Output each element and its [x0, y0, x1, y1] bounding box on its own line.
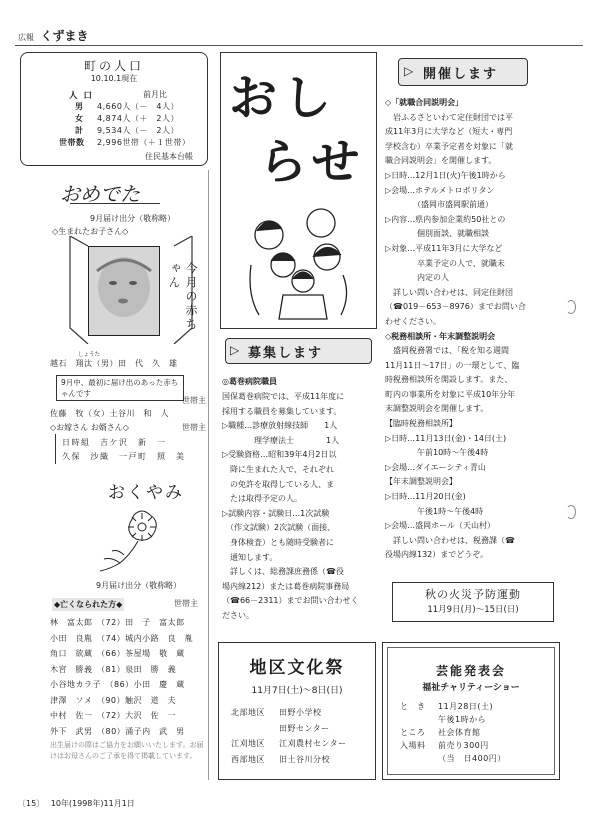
births-note: ◇生まれたお子さん◇	[52, 227, 129, 236]
death-row: 角口 欲蔵 （66）茶屋場 敬 蔵	[50, 649, 185, 658]
population-row: 計 9,534人（－ 2人）	[75, 126, 179, 135]
marriage-bracket	[55, 434, 59, 464]
population-row: 世帯数 2,996世帯（＋１世帯）	[59, 138, 191, 147]
left-divider	[208, 170, 209, 780]
events-line: ▷対象…平成11年3月に大学など	[385, 243, 503, 253]
population-row: 女 4,874人（＋ 2人）	[75, 114, 179, 123]
births-others-label: 世帯主	[182, 396, 206, 405]
featured-ruby: しょうた	[78, 352, 101, 358]
deaths-subtitle: 9月届け出分（敬称略）	[96, 581, 182, 590]
performance-box	[382, 642, 560, 780]
deaths-title: おくやみ	[108, 483, 184, 503]
recruit-line: ▷受験資格…昭和39年4月2日以	[222, 450, 337, 460]
births-title: おめでた	[60, 182, 140, 206]
events-line: 役場内線132）までどうぞ。	[385, 550, 489, 560]
events-line: 午後1時～午後4時	[385, 506, 484, 516]
events-line: 個別面談、就職相談	[385, 229, 489, 239]
deaths-header-right: 世帯主	[174, 599, 198, 608]
deaths-list	[50, 615, 193, 739]
marriage-row: 久保 沙織 一戸町 照 美	[62, 452, 186, 461]
events-line: 盛岡税務署では、「税を知る週間	[385, 346, 509, 356]
events-line: （盛岡市盛岡駅前通）	[385, 200, 493, 210]
death-row: 外下 武男 （80）涌子内 武 男	[50, 726, 185, 736]
births-title-rule	[70, 203, 160, 204]
culture-row: 田野センター	[279, 723, 330, 733]
masthead	[18, 27, 89, 44]
events-body	[385, 96, 526, 563]
recruit-line: ▷職種…診療放射線技師 1人	[222, 421, 338, 431]
population-label: 人口	[69, 91, 99, 101]
population-date: 10.10.1現在	[90, 74, 138, 83]
events-line: 学校含む）卒業予定者を対象に「就	[385, 141, 513, 151]
page-number: 〔15〕	[18, 799, 45, 808]
performance-row: 午後1時から	[438, 715, 487, 724]
culture-row: 西部地区 旧土谷川分校	[231, 754, 330, 764]
performance-row: （当 日400円）	[438, 754, 506, 763]
marriage-note: ◇お嫁さん お婿さん◇	[50, 423, 129, 432]
death-row: 林 富太郎 （72）田 子 富太郎	[50, 618, 185, 627]
events-line: ◇税務相談所・年末調整説明会	[385, 331, 496, 341]
marriage-label: 世帯主	[182, 423, 206, 432]
masthead-prefix: 広報	[18, 33, 34, 42]
recruit-line: 通知します。	[222, 552, 278, 562]
death-row: 小田 良胤 （74）城内小路 良 胤	[50, 633, 194, 643]
culture-list	[231, 705, 347, 767]
recruit-line: 詳しくは、総務課庶務係（☎役	[222, 567, 344, 577]
events-line: 成11年3月に大学など（短大・専門	[385, 127, 513, 137]
population-box	[20, 52, 208, 166]
events-line: 町内の事業所を対象に平成10年分年	[385, 389, 516, 399]
events-line: 午前10時～午後4時	[385, 448, 489, 458]
chrysanthemum-icon	[90, 505, 170, 575]
events-line: 末調整説明会を開催します。	[385, 404, 489, 414]
events-line: 時税務相談所を開設します。また、	[385, 375, 513, 385]
culture-title: 地区文化祭	[249, 658, 345, 678]
performance-row: ところ 社会体育館	[400, 728, 481, 737]
notice-box	[220, 52, 377, 329]
events-line: ▷会場…ダイエーシティ青山	[385, 462, 486, 472]
events-line: わせください。	[385, 316, 441, 326]
events-line: 詳しい問い合わせは、税務課（☎	[385, 535, 515, 545]
notice-title-line1: おし	[229, 70, 338, 126]
issue-date: 10年(1998年)11月1日	[50, 799, 135, 808]
population-title: 町の人口	[83, 59, 144, 73]
culture-row: 北部地区 田野小学校	[231, 708, 322, 717]
deaths-footnote: 出生届けの際はご協力をお願いいたします。お届けはお母さんのご了承を得て掲載しています。	[50, 741, 204, 760]
culture-box	[218, 642, 376, 780]
recruit-line: （☎66－2311）までお問い合わせく	[222, 596, 359, 606]
recruit-line: の免許を取得している人、ま	[222, 479, 334, 489]
events-line: ▷内容…県内参加企業約50社との	[385, 214, 506, 224]
recruit-line: 採用する職員を募集しています。	[222, 406, 342, 416]
deaths-header: ◆亡くなられた方◆	[54, 600, 123, 609]
recruit-line: 理学療法士 1人	[222, 435, 340, 445]
notice-title-line2: らせ	[259, 134, 366, 190]
masthead-name: くずまき	[40, 29, 89, 43]
population-rows	[59, 101, 191, 149]
events-line: ▷日時…12月1日(火)午後1時から	[385, 170, 506, 180]
recruit-line: 国保葛巻病院では、平成11年度に	[222, 392, 345, 401]
megaphone-icon: ▷	[230, 343, 240, 357]
events-line: 【臨時税務相談所】	[385, 419, 457, 429]
photo-caption: 今月の赤ちゃん	[167, 262, 198, 332]
events-line: ▷日時…11月20日(金)	[385, 492, 466, 502]
recruit-line: 場内線212）または葛巻病院事務局	[222, 581, 350, 591]
featured-birth: 越石 翔汰（男）田 代 久 雄	[50, 359, 178, 368]
performance-row: 入場料 前売り300円	[400, 741, 489, 750]
recruit-line: 降に生まれた人で、それぞれ	[222, 464, 334, 474]
death-row: 津澤 ソメ （90）触沢 道 夫	[50, 695, 177, 705]
fire-box	[392, 582, 554, 622]
featured-note: 9月中、最初に届け出のあった赤ちゃんです	[61, 378, 179, 398]
performance-title: 芸能発表会	[435, 664, 506, 678]
recruit-heading: ◎葛巻病院職員	[222, 377, 277, 386]
events-line: 【年末調整説明会】	[385, 477, 457, 487]
performance-row: と き 11月28日(土)	[400, 702, 494, 711]
recruit-line: 身体検査）とも随時受験者に	[222, 537, 334, 547]
fire-title: 秋の火災予防運動	[425, 588, 521, 601]
recruit-line: ▷試験内容・試験日…1次試験	[222, 508, 330, 518]
recruit-title-bar	[225, 338, 372, 364]
birth-row: 佐藤 牧（女）土谷川 和 人	[50, 409, 169, 418]
population-compare-header: 前月比	[143, 90, 167, 99]
performance-list	[400, 700, 506, 765]
population-source: 住民基本台帳	[145, 152, 193, 161]
header-rule	[15, 45, 583, 46]
births-subtitle: 9月届け出分（敬称略）	[90, 214, 176, 223]
footer	[18, 798, 135, 809]
events-line: 岩ふるさといわて定住財団では平	[385, 112, 513, 122]
events-line: 11月11日～17日」の一環として、臨	[385, 360, 520, 370]
events-line: ▷会場…ホテルメトロポリタン	[385, 185, 495, 195]
events-line: 卒業予定の人で、就職未	[385, 258, 505, 268]
recruit-body	[222, 390, 359, 624]
culture-dates: 11月7日(土)～8日(日)	[251, 686, 343, 696]
recruit-line: ださい。	[222, 610, 254, 620]
death-row: 中村 佐一 （72）大沢 佐 一	[50, 711, 177, 720]
binding-hole-icon	[566, 505, 576, 519]
culture-row: 江刈地区 江刈農村センター	[231, 739, 347, 748]
events-line: ◇「就職合同説明会」	[385, 98, 464, 107]
events-line: ▷日時…11月13日(金)・14日(土)	[385, 433, 507, 443]
death-row: 木宮 勝義 （81）泉田 勝 義	[50, 664, 177, 674]
family-illustration-icon	[243, 195, 355, 321]
featured-note-box	[56, 375, 184, 401]
fire-dates: 11月9日(月)～15日(日)	[427, 605, 519, 615]
marriage-row: 日時組 吉ケ沢 新 一	[62, 438, 167, 447]
death-row: 小谷地カラ子 （86）小田 慶 蔵	[50, 680, 185, 689]
recruit-line: たは取得予定の人。	[222, 494, 302, 504]
events-line: 詳しい問い合わせは、同定住財団	[385, 287, 513, 297]
population-row: 男 4,660人（－ 4人）	[75, 102, 179, 111]
events-line: ▷会場…盛岡ホール（天山村）	[385, 521, 495, 531]
events-title-bar	[398, 58, 528, 86]
events-line: （☎019－653－8976）までお問い合	[385, 302, 526, 312]
recruit-title: 募集します	[248, 346, 324, 361]
events-title: 開催します	[423, 67, 499, 82]
events-line: 内定の人	[385, 273, 449, 283]
megaphone-icon: ▷	[404, 64, 414, 78]
performance-inner	[387, 647, 555, 775]
performance-subtitle: 福祉チャリティーショー	[422, 683, 520, 693]
events-line: 職合同説明会」を開催します。	[385, 156, 497, 166]
recruit-line: （作文試験）2次試験（面接、	[222, 523, 336, 533]
binding-hole-icon	[566, 300, 576, 314]
